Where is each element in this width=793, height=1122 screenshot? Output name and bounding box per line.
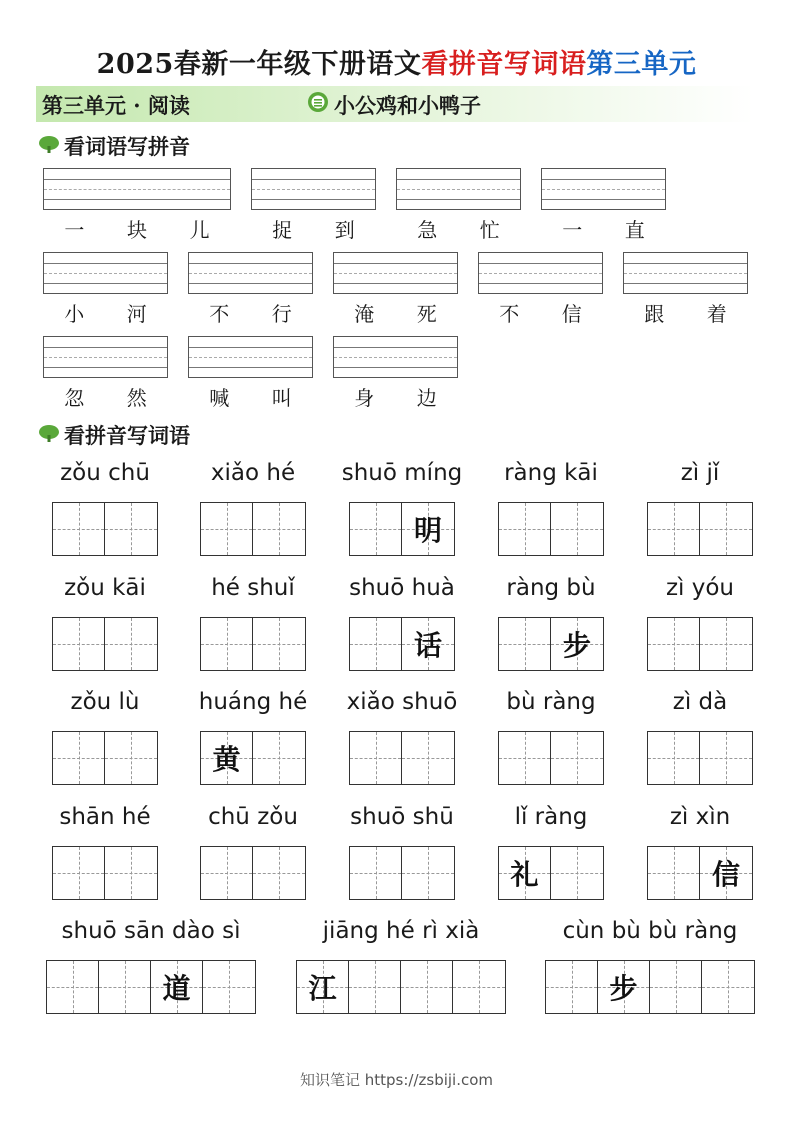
tianzige-cell[interactable] (151, 961, 203, 1013)
tianzige-cell[interactable] (551, 618, 603, 670)
word-character: 然 (126, 386, 147, 410)
tianzige-cell[interactable] (551, 732, 603, 784)
tianzige-grid (498, 617, 604, 671)
pinyin-writing-box[interactable] (396, 168, 521, 210)
tianzige-grid (349, 617, 455, 671)
tianzige-cell[interactable] (350, 618, 402, 670)
given-character: 明 (413, 514, 442, 547)
tianzige-cell[interactable] (201, 732, 253, 784)
pinyin-prompt: huáng hé (198, 689, 308, 715)
given-character: 步 (562, 629, 591, 662)
pinyin-writing-box[interactable] (333, 252, 458, 294)
word-character: 急 (417, 218, 438, 242)
tianzige-grid (52, 502, 158, 556)
tianzige-grid (46, 960, 256, 1014)
tianzige-grid (349, 846, 455, 900)
word-character: 直 (624, 218, 645, 242)
word-character: 一 (562, 218, 583, 242)
word-character: 叫 (271, 386, 292, 410)
page-title (0, 42, 793, 81)
tianzige-cell[interactable] (648, 503, 700, 555)
lesson-badge-icon (307, 91, 329, 113)
pinyin-writing-box[interactable] (623, 252, 748, 294)
pinyin-prompt: zì xìn (669, 804, 731, 830)
pinyin-prompt: xiǎo hé (210, 460, 296, 486)
pinyin-prompt: chū zǒu (208, 804, 298, 830)
word-character: 不 (499, 302, 520, 326)
word-character: 一 (64, 218, 85, 242)
given-character: 道 (162, 972, 191, 1005)
tianzige-cell[interactable] (201, 847, 253, 899)
pinyin-prompt: cùn bù bù ràng (562, 918, 738, 944)
tianzige-cell[interactable] (499, 847, 551, 899)
tianzige-cell[interactable] (350, 503, 402, 555)
tianzige-cell[interactable] (297, 961, 349, 1013)
word-character: 行 (271, 302, 292, 326)
pinyin-writing-box[interactable] (43, 168, 231, 210)
pinyin-prompt: zì jǐ (680, 460, 720, 486)
pinyin-prompt: jiāng hé rì xià (322, 918, 480, 944)
given-character: 话 (413, 629, 442, 662)
pinyin-writing-box[interactable] (251, 168, 376, 210)
pinyin-prompt: shuō huà (349, 575, 455, 601)
tianzige-grid (200, 617, 306, 671)
tianzige-cell[interactable] (350, 847, 402, 899)
given-character: 江 (308, 972, 337, 1005)
tianzige-cell[interactable] (401, 961, 453, 1013)
tianzige-grid (647, 731, 753, 785)
pinyin-writing-box[interactable] (541, 168, 666, 210)
tianzige-cell[interactable] (105, 732, 157, 784)
tianzige-grid (200, 502, 306, 556)
given-character: 黄 (212, 743, 241, 776)
word-character: 不 (209, 302, 230, 326)
tianzige-grid (52, 846, 158, 900)
tianzige-cell[interactable] (253, 847, 305, 899)
tianzige-cell[interactable] (253, 618, 305, 670)
pinyin-prompt: hé shuǐ (211, 575, 295, 601)
tree-icon (38, 135, 60, 153)
tianzige-cell[interactable] (700, 618, 752, 670)
title-part-3: 第三单元 (586, 49, 697, 80)
tianzige-grid (52, 617, 158, 671)
footer-source: 知识笔记 https://zsbiji.com (299, 1071, 494, 1089)
tianzige-cell[interactable] (402, 618, 454, 670)
title-part-1: 2025春新一年级下册语文 (96, 49, 422, 80)
section-heading-write-words: 看拼音写词语 (64, 423, 190, 448)
word-character: 河 (126, 302, 147, 326)
tianzige-cell[interactable] (201, 503, 253, 555)
tianzige-cell[interactable] (253, 503, 305, 555)
tianzige-grid (647, 617, 753, 671)
tianzige-grid (498, 502, 604, 556)
tianzige-cell[interactable] (700, 847, 752, 899)
word-character: 跟 (644, 302, 665, 326)
unit-label: 第三单元 · 阅读 (42, 93, 190, 118)
tianzige-grid (200, 846, 306, 900)
word-character: 身 (354, 386, 375, 410)
tianzige-cell[interactable] (499, 503, 551, 555)
word-character: 忽 (64, 386, 85, 410)
tianzige-cell[interactable] (551, 503, 603, 555)
tianzige-cell[interactable] (402, 732, 454, 784)
title-part-2: 看拼音写词语 (421, 49, 587, 80)
tianzige-cell[interactable] (402, 847, 454, 899)
tianzige-cell[interactable] (105, 618, 157, 670)
tianzige-grid (498, 846, 604, 900)
tianzige-cell[interactable] (47, 961, 99, 1013)
tianzige-grid (200, 731, 306, 785)
pinyin-prompt: xiǎo shuō (346, 689, 458, 715)
word-character: 小 (64, 302, 85, 326)
pinyin-prompt: zǒu kāi (64, 575, 146, 601)
pinyin-prompt: zǒu lù (70, 689, 140, 715)
tianzige-cell[interactable] (700, 732, 752, 784)
tianzige-cell[interactable] (53, 618, 105, 670)
word-character: 边 (416, 386, 437, 410)
pinyin-prompt: lǐ ràng (514, 804, 588, 830)
tianzige-cell[interactable] (453, 961, 505, 1013)
word-character: 到 (334, 218, 355, 242)
pinyin-writing-box[interactable] (188, 252, 313, 294)
pinyin-prompt: shuō sān dào sì (61, 918, 241, 944)
tianzige-cell[interactable] (402, 503, 454, 555)
tree-icon (38, 424, 60, 442)
pinyin-prompt: zì yóu (665, 575, 735, 601)
pinyin-prompt: shuō míng (341, 460, 463, 486)
pinyin-prompt: bù ràng (506, 689, 596, 715)
tianzige-cell[interactable] (499, 618, 551, 670)
tianzige-cell[interactable] (700, 503, 752, 555)
tianzige-cell[interactable] (201, 618, 253, 670)
given-character: 信 (711, 858, 740, 891)
tianzige-cell[interactable] (53, 847, 105, 899)
tianzige-cell[interactable] (598, 961, 650, 1013)
tianzige-grid (296, 960, 506, 1014)
tianzige-grid (498, 731, 604, 785)
word-character: 死 (416, 302, 437, 326)
pinyin-writing-box[interactable] (188, 336, 313, 378)
given-character: 步 (609, 972, 638, 1005)
tianzige-grid (349, 731, 455, 785)
pinyin-prompt: ràng bù (506, 575, 596, 601)
tianzige-cell[interactable] (350, 732, 402, 784)
pinyin-prompt: zì dà (672, 689, 728, 715)
tianzige-cell[interactable] (648, 618, 700, 670)
pinyin-prompt: shuō shū (350, 804, 454, 830)
pinyin-writing-box[interactable] (333, 336, 458, 378)
tianzige-cell[interactable] (546, 961, 598, 1013)
section-heading-write-pinyin: 看词语写拼音 (64, 134, 190, 159)
word-character: 喊 (209, 386, 230, 410)
word-character: 儿 (189, 218, 210, 242)
tianzige-cell[interactable] (499, 732, 551, 784)
tianzige-grid (349, 502, 455, 556)
tianzige-cell[interactable] (648, 732, 700, 784)
pinyin-prompt: ràng kāi (504, 460, 598, 486)
pinyin-writing-box[interactable] (478, 252, 603, 294)
word-character: 淹 (354, 302, 375, 326)
pinyin-prompt: shān hé (59, 804, 151, 830)
word-character: 块 (127, 218, 147, 242)
tianzige-cell[interactable] (650, 961, 702, 1013)
given-character: 礼 (510, 858, 539, 891)
tianzige-grid (647, 846, 753, 900)
word-character: 着 (706, 302, 727, 326)
lesson-title: 小公鸡和小鸭子 (334, 93, 481, 118)
word-character: 信 (561, 302, 582, 326)
tianzige-cell[interactable] (99, 961, 151, 1013)
pinyin-writing-box[interactable] (43, 252, 168, 294)
tianzige-grid (545, 960, 755, 1014)
tianzige-cell[interactable] (105, 503, 157, 555)
tianzige-cell[interactable] (53, 732, 105, 784)
tianzige-cell[interactable] (349, 961, 401, 1013)
tianzige-cell[interactable] (551, 847, 603, 899)
tianzige-grid (647, 502, 753, 556)
tianzige-cell[interactable] (203, 961, 255, 1013)
pinyin-writing-box[interactable] (43, 336, 168, 378)
word-character: 忙 (479, 218, 500, 242)
pinyin-prompt: zǒu chū (60, 460, 150, 486)
tianzige-grid (52, 731, 158, 785)
tianzige-cell[interactable] (53, 503, 105, 555)
tianzige-cell[interactable] (702, 961, 754, 1013)
tianzige-cell[interactable] (253, 732, 305, 784)
word-character: 捉 (272, 218, 293, 242)
tianzige-cell[interactable] (648, 847, 700, 899)
tianzige-cell[interactable] (105, 847, 157, 899)
